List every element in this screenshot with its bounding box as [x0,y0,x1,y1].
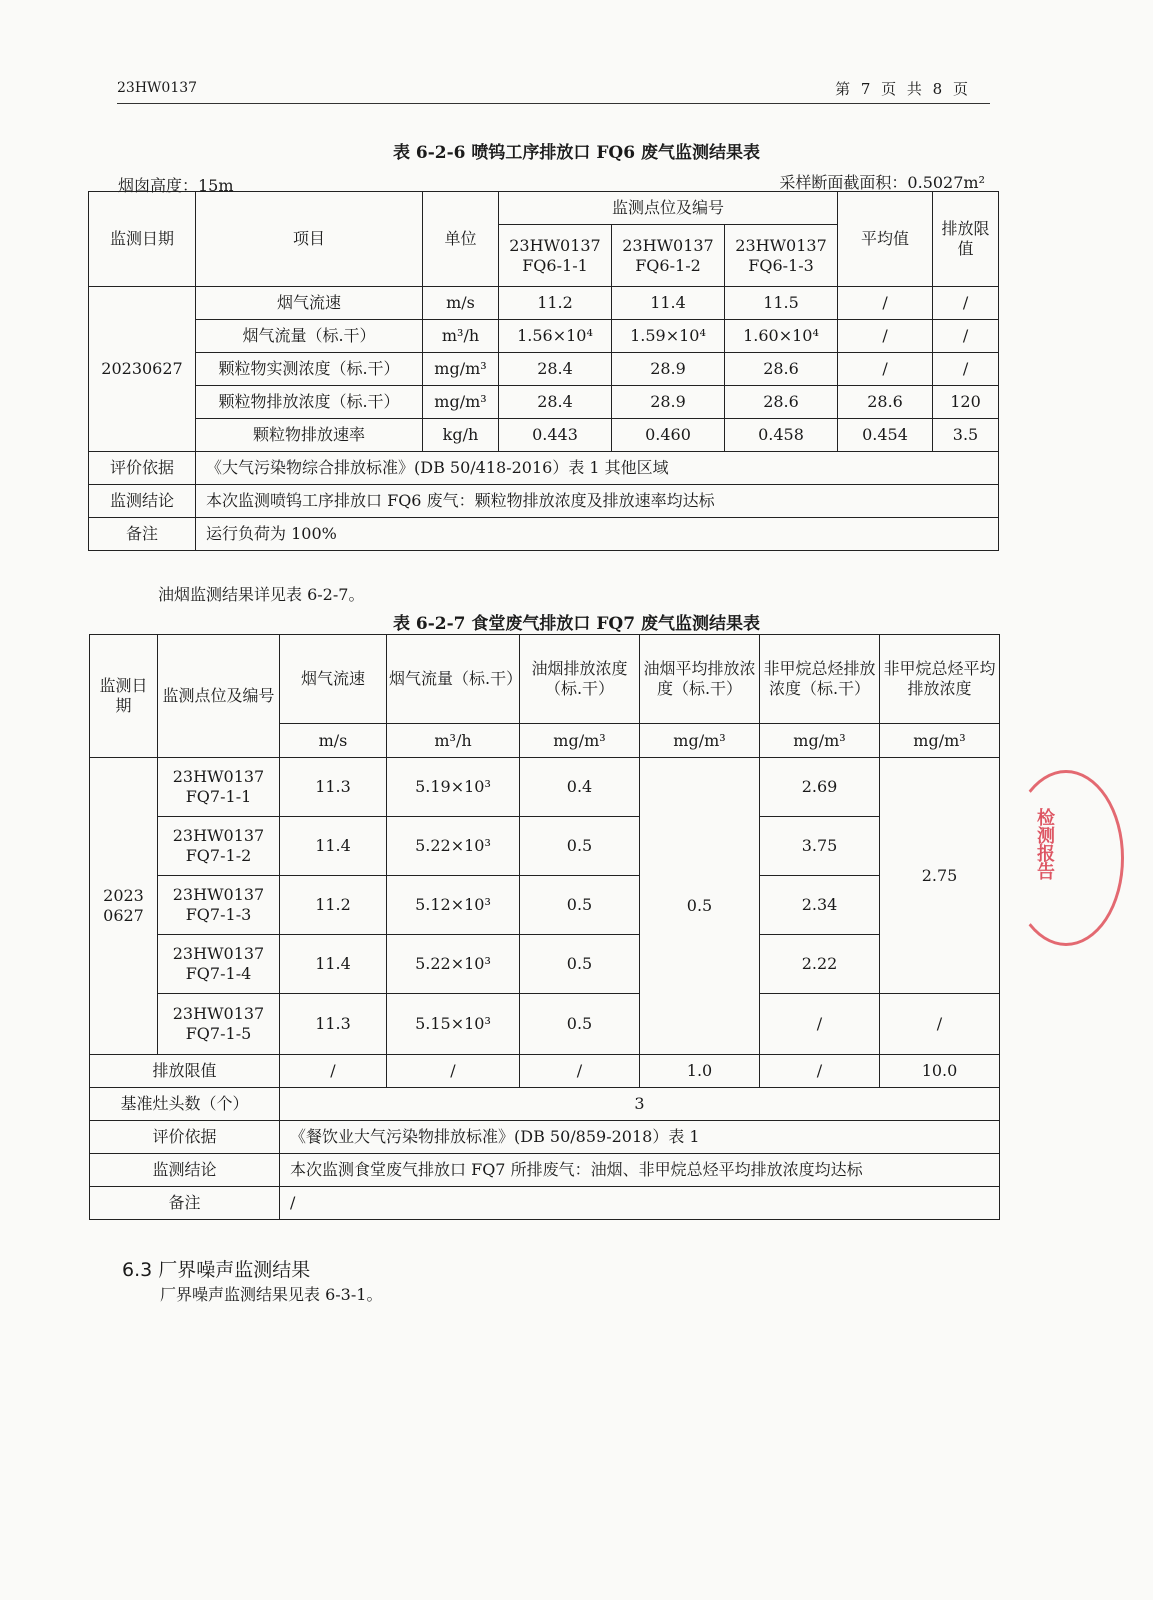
t2-point: 23HW0137 FQ7-1-1 [158,758,280,817]
t2-flow: 5.15×10³ [387,994,520,1055]
table2-caption: 表 6-2-7 食堂废气排放口 FQ7 废气监测结果表 [393,614,760,634]
t1-unit: m³/h [423,320,499,353]
t2-u-flow: m³/h [387,724,520,758]
t2-point: 23HW0137 FQ7-1-3 [158,876,280,935]
t2-u-nmhc: mg/m³ [760,724,880,758]
t1-v2: 0.460 [612,419,725,452]
t1-v2: 28.9 [612,353,725,386]
t1-unit: mg/m³ [423,353,499,386]
t2-basis: 《餐饮业大气污染物排放标准》(DB 50/859-2018）表 1 [280,1121,1000,1154]
t1-v1: 11.2 [499,287,612,320]
t2-u-oil: mg/m³ [520,724,640,758]
table1 [88,191,999,551]
t1-v3: 1.60×10⁴ [725,320,838,353]
t2-oil: 0.4 [520,758,640,817]
t1-item: 烟气流速 [196,287,423,320]
t1-v1: 1.56×10⁴ [499,320,612,353]
t1-conclusion-label: 监测结论 [89,485,196,518]
t2-oil: 0.5 [520,935,640,994]
t2-point: 23HW0137 FQ7-1-2 [158,817,280,876]
t1-v1: 28.4 [499,386,612,419]
t2-h-flow: 烟气流量（标.干） [387,635,520,724]
t2-speed: 11.3 [280,758,387,817]
t1-date: 20230627 [89,287,196,452]
t2-nmhc: 2.34 [760,876,880,935]
t1-limit: / [933,287,999,320]
t2-h-point: 监测点位及编号 [158,635,280,758]
t1-v1: 28.4 [499,353,612,386]
t2-date: 2023 0627 [90,758,158,1055]
t2-flow: 5.22×10³ [387,935,520,994]
t1-h-p3: 23HW0137 FQ6-1-3 [725,225,838,287]
chimney-height: 烟囱高度：15m [118,176,234,195]
t2-nmhc-avg: 2.75 [880,758,1000,994]
t2-h-nmhc-avg: 非甲烷总烃平均排放浓度 [880,635,1000,724]
t2-u-speed: m/s [280,724,387,758]
section-text: 厂界噪声监测结果见表 6-3-1。 [160,1285,383,1304]
section-title: 6.3 厂界噪声监测结果 [122,1259,311,1281]
t1-h-p1: 23HW0137 FQ6-1-1 [499,225,612,287]
t2-basis-label: 评价依据 [90,1121,280,1154]
t1-item: 颗粒物排放速率 [196,419,423,452]
t2-point: 23HW0137 FQ7-1-5 [158,994,280,1055]
t1-v3: 28.6 [725,386,838,419]
t1-v2: 11.4 [612,287,725,320]
t1-avg: / [838,353,933,386]
t1-h-date: 监测日期 [89,192,196,287]
t1-avg: 28.6 [838,386,933,419]
t1-limit: / [933,320,999,353]
t1-remark-label: 备注 [89,518,196,551]
t2-limit-nmhc-avg: 10.0 [880,1055,1000,1088]
header-page-info: 第 7 页 共 8 页 [835,80,971,98]
t2-u-oil-avg: mg/m³ [640,724,760,758]
t1-h-item: 项目 [196,192,423,287]
t2-nmhc: 2.69 [760,758,880,817]
t1-v1: 0.443 [499,419,612,452]
t2-oil: 0.5 [520,817,640,876]
section-area: 采样断面截面积：0.5027m² [779,173,985,192]
t1-basis-label: 评价依据 [89,452,196,485]
t2-stoves-label: 基准灶头数（个） [90,1088,280,1121]
stamp-text: 检测报告 [1034,808,1055,880]
t2-nmhc: 2.22 [760,935,880,994]
t1-item: 烟气流量（标.干） [196,320,423,353]
t1-h-avg: 平均值 [838,192,933,287]
t2-h-nmhc: 非甲烷总烃排放浓度（标.干） [760,635,880,724]
t2-speed: 11.2 [280,876,387,935]
t2-conclusion: 本次监测食堂废气排放口 FQ7 所排废气：油烟、非甲烷总烃平均排放浓度均达标 [280,1154,1000,1187]
t1-remark: 运行负荷为 100% [196,518,999,551]
red-seal-stamp [1008,770,1124,946]
t1-unit: mg/m³ [423,386,499,419]
t2-oil: 0.5 [520,994,640,1055]
t2-flow: 5.22×10³ [387,817,520,876]
t2-nmhc: / [760,994,880,1055]
t2-stoves: 3 [280,1088,1000,1121]
t1-item: 颗粒物排放浓度（标.干） [196,386,423,419]
t2-remark-label: 备注 [90,1187,280,1220]
t1-item: 颗粒物实测浓度（标.干） [196,353,423,386]
intro-paragraph: 油烟监测结果详见表 6-2-7。 [158,585,365,604]
t1-limit: / [933,353,999,386]
t2-limit-oil-avg: 1.0 [640,1055,760,1088]
t2-h-date: 监测日期 [90,635,158,758]
t2-nmhc: 3.75 [760,817,880,876]
t2-flow: 5.19×10³ [387,758,520,817]
t1-v3: 28.6 [725,353,838,386]
t2-u-nmhc-avg: mg/m³ [880,724,1000,758]
t1-h-limit: 排放限值 [933,192,999,287]
table1-caption: 表 6-2-6 喷钨工序排放口 FQ6 废气监测结果表 [393,143,760,163]
t1-v2: 28.9 [612,386,725,419]
t2-conclusion-label: 监测结论 [90,1154,280,1187]
t1-unit: kg/h [423,419,499,452]
header-rule [117,103,990,104]
t2-remark: / [280,1187,1000,1220]
t2-h-speed: 烟气流速 [280,635,387,724]
t1-h-points: 监测点位及编号 [499,192,838,225]
t1-v2: 1.59×10⁴ [612,320,725,353]
t2-nmhc-avg-last: / [880,994,1000,1055]
t2-limit-flow: / [387,1055,520,1088]
t2-point: 23HW0137 FQ7-1-4 [158,935,280,994]
t1-unit: m/s [423,287,499,320]
t2-limit-oil: / [520,1055,640,1088]
t1-h-p2: 23HW0137 FQ6-1-2 [612,225,725,287]
t1-avg: 0.454 [838,419,933,452]
t1-v3: 11.5 [725,287,838,320]
t1-avg: / [838,320,933,353]
t2-speed: 11.4 [280,817,387,876]
t1-limit: 3.5 [933,419,999,452]
t1-v3: 0.458 [725,419,838,452]
t2-oil-avg: 0.5 [640,758,760,1055]
t2-h-oil-avg: 油烟平均排放浓度（标.干） [640,635,760,724]
t2-limit-speed: / [280,1055,387,1088]
table2 [89,634,1000,1220]
t1-h-unit: 单位 [423,192,499,287]
t1-basis: 《大气污染物综合排放标准》(DB 50/418-2016）表 1 其他区域 [196,452,999,485]
t2-speed: 11.4 [280,935,387,994]
t1-limit: 120 [933,386,999,419]
t1-avg: / [838,287,933,320]
t2-flow: 5.12×10³ [387,876,520,935]
t2-h-oil: 油烟排放浓度（标.干） [520,635,640,724]
t2-limit-nmhc: / [760,1055,880,1088]
header-doc-id: 23HW0137 [117,80,198,96]
t2-oil: 0.5 [520,876,640,935]
t2-speed: 11.3 [280,994,387,1055]
t2-limit-label: 排放限值 [90,1055,280,1088]
t1-conclusion: 本次监测喷钨工序排放口 FQ6 废气：颗粒物排放浓度及排放速率均达标 [196,485,999,518]
